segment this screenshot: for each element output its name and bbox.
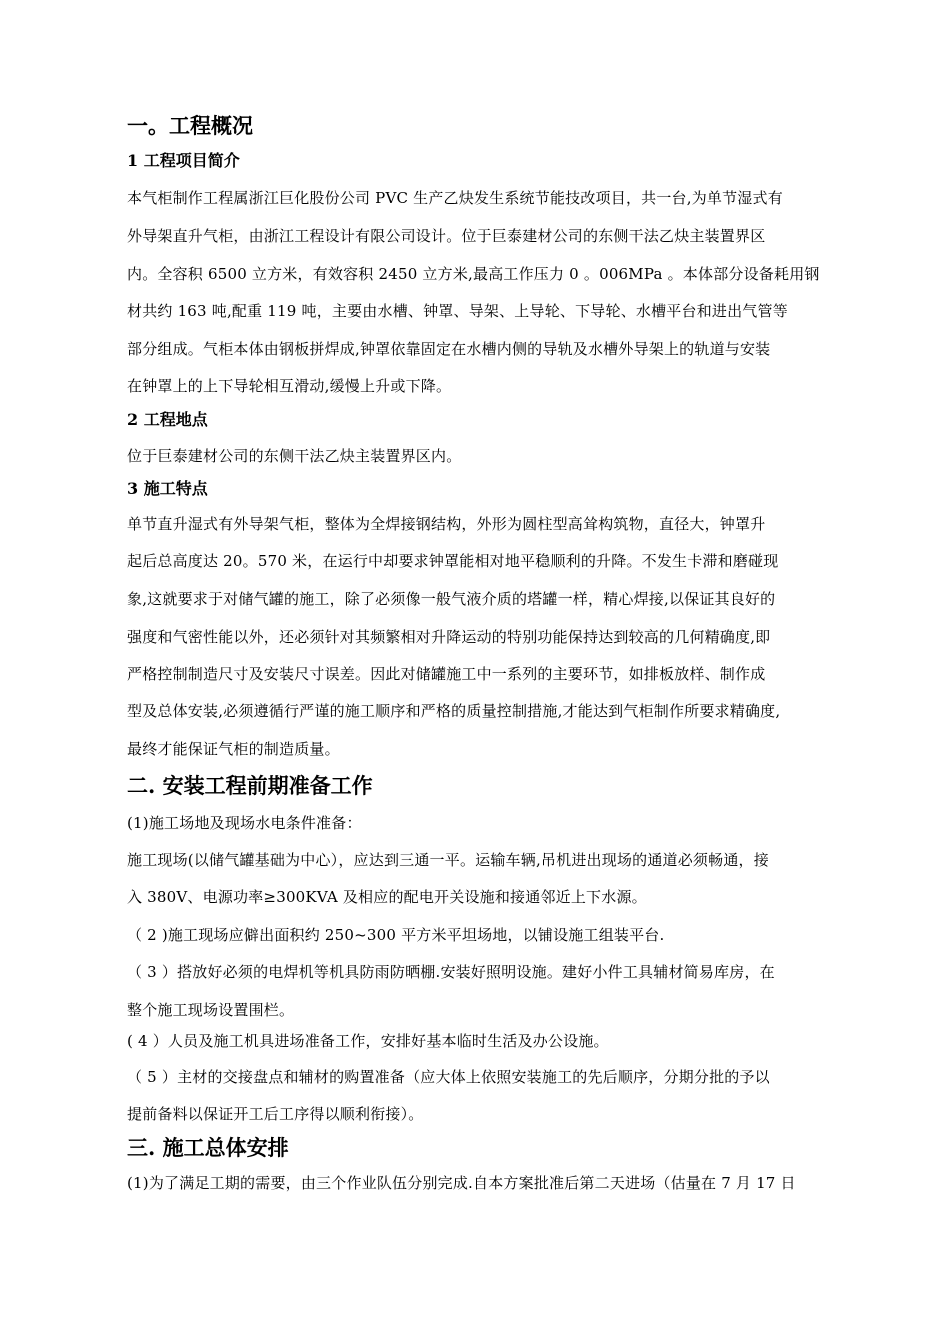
paragraph-line: （ 3 ）搭放好必须的电焊机等机具防雨防晒棚.安装好照明设施。建好小件工具辅材简易库房，在	[127, 963, 775, 981]
paragraph-line: （ 5 ）主材的交接盘点和辅材的购置准备（应大体上依照安装施工的先后顺序，分期分批的予以	[127, 1068, 770, 1086]
subsection-1-3-heading: 3 施工特点	[127, 479, 208, 498]
paragraph-line: 入 380V、电源功率≥300KVA 及相应的配电开关设施和接通邻近上下水源。	[127, 888, 647, 906]
paragraph-line: 起后总高度达 20。570 米，在运行中却要求钟罩能相对地平稳顺利的升降。不发生卡滞和磨碰现	[127, 552, 779, 570]
paragraph-line: 材共约 163 吨,配重 119 吨，主要由水槽、钟罩、导架、上导轮、下导轮、水槽平台和进出气管等	[127, 302, 788, 320]
paragraph-line: 整个施工现场设置围栏。	[127, 1001, 295, 1019]
paragraph-line: (1)施工场地及现场水电条件准备：	[127, 814, 362, 832]
paragraph-line: 内。全容积 6500 立方米，有效容积 2450 立方米,最高工作压力 0 。006MPa 。本体部分设备耗用钢	[127, 265, 820, 283]
paragraph-line: 外导架直升气柜，由浙江工程设计有限公司设计。位于巨泰建材公司的东侧干法乙炔主装置界区	[127, 227, 766, 245]
paragraph-line: （ 2 )施工现场应僻出面积约 250~300 平方米平坦场地，以铺设施工组装平台.	[127, 926, 665, 944]
subsection-1-2-heading: 2 工程地点	[127, 410, 208, 429]
paragraph-line: 型及总体安装,必须遵循行严谨的施工顺序和严格的质量控制措施,才能达到气柜制作所要求精确度,	[127, 702, 781, 720]
paragraph-line: 提前备料以保证开工后工序得以顺利衔接）。	[127, 1105, 424, 1123]
section-1-heading: 一。工程概况	[127, 113, 253, 138]
paragraph-line: (1)为了满足工期的需要，由三个作业队伍分别完成.自本方案批准后第二天进场（估量在 7 月 17 日	[127, 1174, 796, 1192]
paragraph-line: 最终才能保证气柜的制造质量。	[127, 740, 340, 758]
paragraph-line: ( 4 ）人员及施工机具进场准备工作，安排好基本临时生活及办公设施。	[127, 1032, 609, 1050]
paragraph-line: 单节直升湿式有外导架气柜，整体为全焊接钢结构，外形为圆柱型高耸构筑物，直径大，钟罩升	[127, 515, 766, 533]
section-2-heading: 二. 安装工程前期准备工作	[127, 773, 373, 798]
paragraph-line: 本气柜制作工程属浙江巨化股份公司 PVC 生产乙炔发生系统节能技改项目，共一台,为单节湿式有	[127, 189, 783, 207]
subsection-1-1-heading: 1 工程项目简介	[127, 151, 240, 170]
paragraph-line: 象,这就要求于对储气罐的施工，除了必须像一般气液介质的塔罐一样，精心焊接,以保证其良好的	[127, 590, 776, 608]
section-3-heading: 三. 施工总体安排	[127, 1135, 289, 1160]
paragraph-line: 施工现场(以储气罐基础为中心），应达到三通一平。运输车辆,吊机进出现场的通道必须畅通，接	[127, 851, 769, 869]
paragraph-line: 严格控制制造尺寸及安装尺寸误差。因此对储罐施工中一系列的主要环节，如排板放样、制作成	[127, 665, 766, 683]
paragraph-line: 在钟罩上的上下导轮相互滑动,缓慢上升或下降。	[127, 377, 452, 395]
paragraph-line: 强度和气密性能以外，还必须针对其频繁相对升降运动的特别功能保持达到较高的几何精确度,即	[127, 628, 771, 646]
paragraph-line: 位于巨泰建材公司的东侧干法乙炔主装置界区内。	[127, 447, 462, 465]
paragraph-line: 部分组成。气柜本体由钢板拼焊成,钟罩依靠固定在水槽内侧的导轨及水槽外导架上的轨道与安装	[127, 340, 771, 358]
